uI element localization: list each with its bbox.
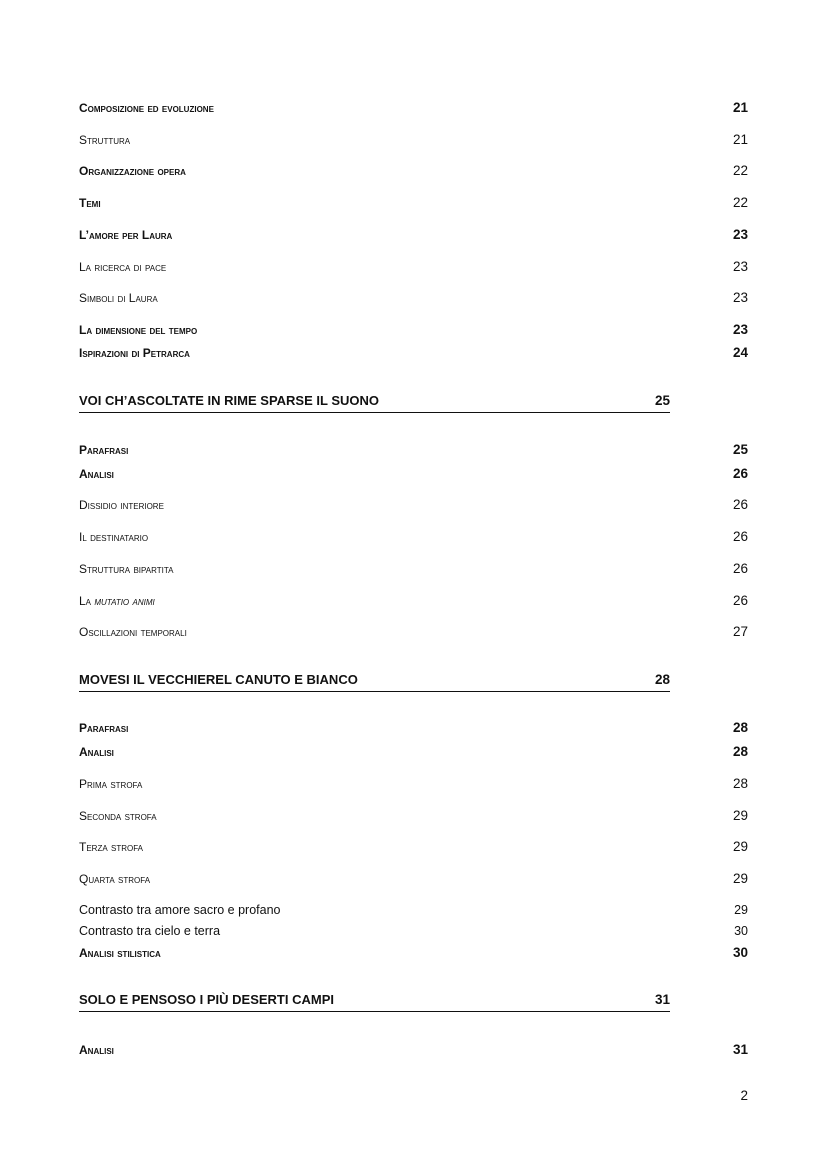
toc-entry: [79, 590, 748, 612]
toc-entry-page: 29: [732, 808, 748, 823]
toc-entry-page: 23: [732, 227, 748, 242]
toc-entry: [79, 899, 748, 921]
toc-entry: [79, 97, 748, 119]
toc-entry-label: La dimensione del tempo: [79, 323, 198, 337]
toc-entry-page: 25: [732, 442, 748, 457]
toc-entry-page: 21: [732, 100, 748, 115]
toc-chapter-title: SOLO E PENSOSO I PIÙ DESERTI CAMPI: [79, 992, 334, 1007]
toc-entry-label-italic: mutatio animi: [94, 594, 155, 608]
toc-chapter-entry: [79, 392, 670, 413]
toc-entry-label: Oscillazioni temporali: [79, 625, 187, 639]
toc-entry-page: 26: [732, 529, 748, 544]
toc-entry: [79, 439, 748, 461]
toc-entry: [79, 942, 748, 964]
toc-entry-page: 26: [732, 593, 748, 608]
toc-entry-page: 23: [732, 322, 748, 337]
toc-entry-page: 22: [732, 195, 748, 210]
toc-entry: [79, 287, 748, 309]
toc-entry-page: 21: [732, 132, 748, 147]
toc-entry: [79, 256, 748, 278]
toc-entry-label: Temi: [79, 196, 101, 210]
toc-chapter-page: 28: [654, 672, 670, 687]
toc-entry-page: 27: [732, 624, 748, 639]
toc-entry-page: 29: [732, 839, 748, 854]
toc-entry-label: Organizzazione opera: [79, 164, 186, 178]
toc-entry: [79, 494, 748, 516]
toc-entry-label: Parafrasi: [79, 443, 129, 457]
toc-entry: [79, 773, 748, 795]
toc-entry-label: Dissidio interiore: [79, 498, 164, 512]
toc-entry: [79, 805, 748, 827]
toc-entry: [79, 129, 748, 151]
toc-entry-page: 22: [732, 163, 748, 178]
toc-entry-label: Terza strofa: [79, 840, 144, 854]
toc-entry: [79, 224, 748, 246]
toc-entry-label: Struttura: [79, 133, 131, 147]
toc-entry: [79, 868, 748, 890]
toc-entry: [79, 319, 748, 341]
toc-entry-label: Ispirazioni di Petrarca: [79, 346, 190, 360]
toc-entry-page: 29: [734, 903, 748, 917]
toc-entry-label: [79, 590, 155, 612]
toc-entry: [79, 192, 748, 214]
toc-entry-page: 24: [732, 345, 748, 360]
toc-entry-label: Seconda strofa: [79, 809, 157, 823]
toc-entry-page: 28: [732, 744, 748, 759]
toc-entry-label: L’amore per Laura: [79, 228, 173, 242]
toc-entry-page: 26: [732, 497, 748, 512]
toc-chapter-title: VOI CH’ASCOLTATE IN RIME SPARSE IL SUONO: [79, 393, 379, 408]
page-number: 2: [740, 1088, 748, 1103]
toc-entry: [79, 920, 748, 942]
toc-entry-page: 23: [732, 290, 748, 305]
toc-entry-page: 23: [732, 259, 748, 274]
toc-chapter-entry: [79, 671, 670, 692]
toc-entry: [79, 621, 748, 643]
toc-entry-label: Analisi: [79, 467, 114, 481]
toc-entry-page: 26: [732, 466, 748, 481]
toc-entry-page: 28: [732, 720, 748, 735]
toc-chapter-title: MOVESI IL VECCHIEREL CANUTO E BIANCO: [79, 672, 358, 687]
toc-entry-label: Analisi: [79, 745, 114, 759]
toc-entry: [79, 342, 748, 364]
toc-entry-label-prefix: La: [79, 594, 95, 608]
toc-entry-label: Composizione ed evoluzione: [79, 101, 214, 115]
toc-entry-label: Prima strofa: [79, 777, 143, 791]
toc-entry-page: 28: [732, 776, 748, 791]
toc-entry-label: Il destinatario: [79, 530, 149, 544]
toc-entry-page: 30: [734, 924, 748, 938]
toc-entry: [79, 558, 748, 580]
toc-entry-label: Contrasto tra cielo e terra: [79, 924, 221, 938]
toc-entry-page: 31: [732, 1042, 748, 1057]
toc-entry-page: 30: [732, 945, 748, 960]
toc-entry: [79, 836, 748, 858]
toc-entry-label: Analisi stilistica: [79, 946, 161, 960]
toc-entry-page: 26: [732, 561, 748, 576]
toc-entry-label: La ricerca di pace: [79, 260, 167, 274]
toc-entry: [79, 463, 748, 485]
toc-entry: [79, 741, 748, 763]
toc-entry-label: Simboli di Laura: [79, 291, 158, 305]
toc-chapter-page: 25: [654, 393, 670, 408]
toc-entry-label: Contrasto tra amore sacro e profano: [79, 903, 281, 917]
toc-entry: [79, 160, 748, 182]
toc-entry-label: Parafrasi: [79, 721, 129, 735]
toc-entry: [79, 717, 748, 739]
toc-chapter-entry: [79, 991, 670, 1012]
toc-entry-page: 29: [732, 871, 748, 886]
toc-entry-label: Struttura bipartita: [79, 562, 174, 576]
toc-entry: [79, 1039, 748, 1061]
toc-entry: [79, 526, 748, 548]
toc-chapter-page: 31: [654, 992, 670, 1007]
toc-entry-label: Analisi: [79, 1043, 114, 1057]
toc-entry-label: Quarta strofa: [79, 872, 151, 886]
